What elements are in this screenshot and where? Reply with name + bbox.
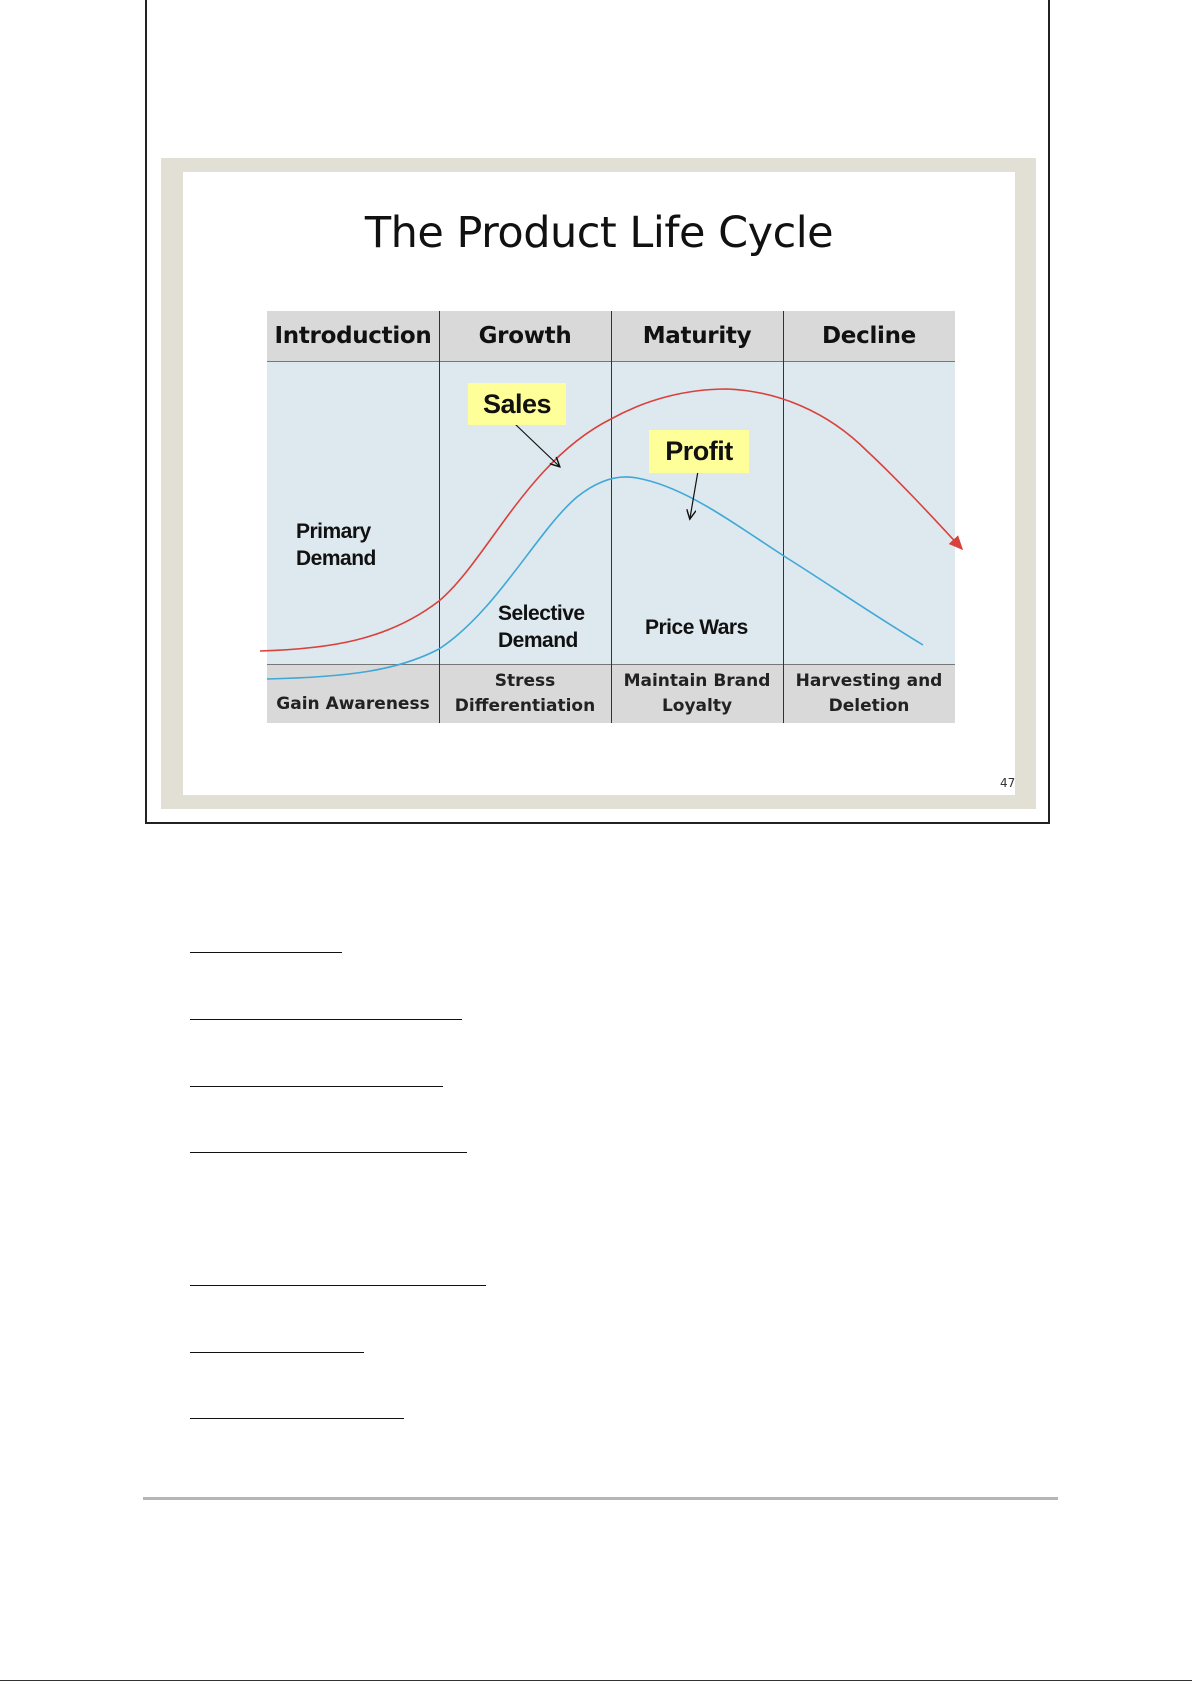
- stage-maturity: Maturity: [642, 323, 752, 349]
- strategy-decline: Harvesting and Deletion: [795, 670, 943, 716]
- slide-page-number: 47: [1000, 776, 1016, 790]
- primary-demand-label: Primary Demand: [296, 520, 376, 570]
- strategy-introduction: Gain Awareness: [276, 694, 430, 714]
- sales-pointer-arrow: [515, 424, 559, 466]
- stage-introduction: Introduction: [274, 323, 432, 349]
- page-bottom-rule: [0, 1680, 1192, 1681]
- price-wars-label: Price Wars: [645, 616, 748, 639]
- strategy-growth: Stress Differentiation: [454, 670, 596, 716]
- profit-callout: Profit: [649, 430, 749, 473]
- strategy-maturity: Maintain Brand Loyalty: [623, 670, 771, 716]
- profit-curve: [267, 477, 923, 679]
- stage-growth: Growth: [478, 323, 572, 349]
- stage-decline: Decline: [822, 323, 916, 349]
- selective-demand-label: Selective Demand: [498, 602, 585, 652]
- product-life-cycle-diagram: [267, 311, 955, 723]
- curves-svg: [267, 311, 967, 723]
- slide-title: The Product Life Cycle: [364, 208, 834, 258]
- blank-line: [190, 952, 342, 953]
- profit-pointer-arrow: [690, 471, 698, 518]
- blank-line: [190, 1086, 443, 1087]
- blank-line: [190, 1352, 364, 1353]
- sales-callout: Sales: [468, 383, 566, 425]
- sales-curve: [260, 389, 962, 651]
- section-divider: [143, 1497, 1058, 1500]
- blank-line: [190, 1152, 467, 1153]
- blank-line: [190, 1418, 404, 1419]
- blank-line: [190, 1019, 462, 1020]
- blank-line: [190, 1285, 486, 1286]
